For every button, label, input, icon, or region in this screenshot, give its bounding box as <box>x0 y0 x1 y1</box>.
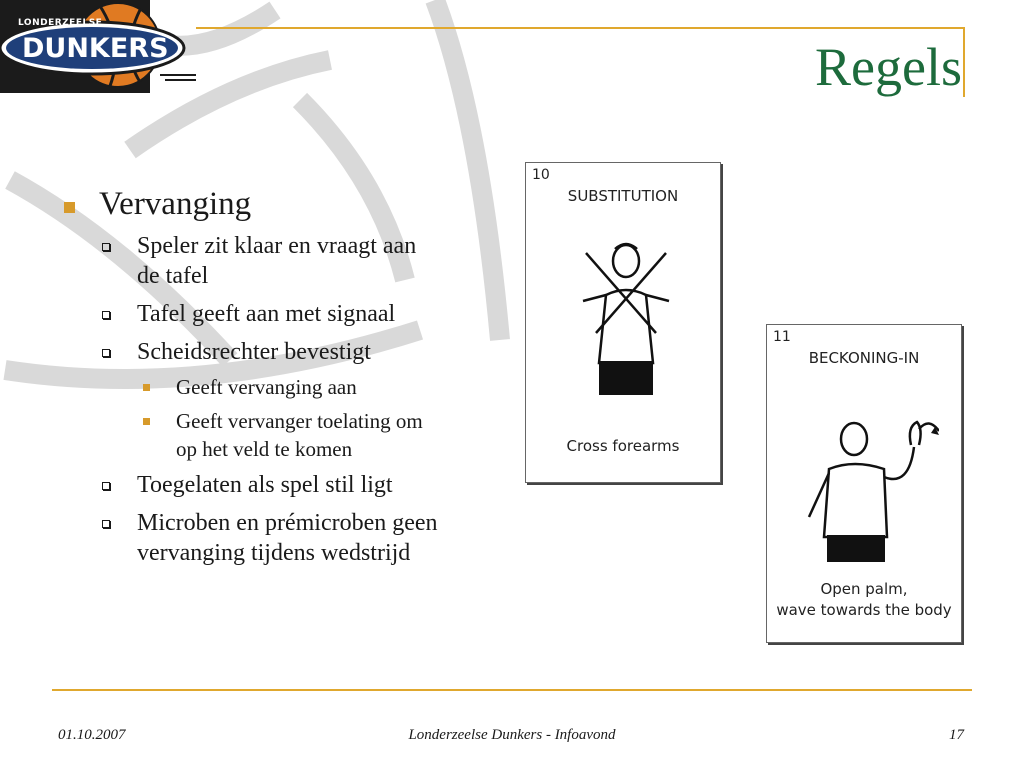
card-caption: Cross forearms <box>566 437 680 455</box>
referee-cross-forearms-icon <box>571 233 681 398</box>
signal-card-substitution <box>525 162 721 483</box>
card-heading: SUBSTITUTION <box>567 187 679 205</box>
hollow-square-icon <box>102 349 110 357</box>
small-square-icon <box>143 384 150 391</box>
bullet-b1-cont: de tafel <box>137 263 209 289</box>
card-caption-line1: Open palm, <box>820 580 908 598</box>
page-number: 17 <box>949 727 964 743</box>
bullet-b5: Microben en prémicroben geen <box>137 510 438 536</box>
signal-card-beckoning-in <box>766 324 962 643</box>
top-rule-vertical <box>963 27 965 97</box>
hollow-square-icon <box>102 243 110 251</box>
bullet-b2: Tafel geeft aan met signaal <box>137 301 396 327</box>
bullet-b3a: Geeft vervanging aan <box>176 375 357 399</box>
card-number: 10 <box>532 167 550 183</box>
top-rule <box>196 27 964 29</box>
slide-title: Regels <box>815 37 962 97</box>
bullet-main: Vervanging <box>99 186 252 222</box>
card-heading: BECKONING-IN <box>808 349 920 367</box>
hollow-square-icon <box>102 311 110 319</box>
bottom-rule <box>52 689 972 691</box>
bullet-square-icon <box>64 202 75 213</box>
hollow-square-icon <box>102 482 110 490</box>
card-number: 11 <box>773 329 791 345</box>
logo-top-text: LONDERZEELSE <box>18 18 103 28</box>
small-square-icon <box>143 418 150 425</box>
footer-date: 01.10.2007 <box>58 727 126 743</box>
logo-main-text: DUNKERS <box>22 33 169 64</box>
bullet-b4: Toegelaten als spel stil ligt <box>137 472 393 498</box>
bullet-b3b-cont: op het veld te komen <box>176 437 353 461</box>
card-caption-line2: wave towards the body <box>776 601 952 619</box>
logo <box>0 0 198 93</box>
bullet-b3b: Geeft vervanger toelating om <box>176 409 423 433</box>
bullet-b3: Scheidsrechter bevestigt <box>137 339 371 365</box>
bullet-b5-cont: vervanging tijdens wedstrijd <box>137 540 411 566</box>
footer-title: Londerzeelse Dunkers - Infoavond <box>408 727 616 743</box>
hollow-square-icon <box>102 520 110 528</box>
bullet-b1: Speler zit klaar en vraagt aan <box>137 233 417 259</box>
referee-beckon-icon <box>799 417 939 567</box>
